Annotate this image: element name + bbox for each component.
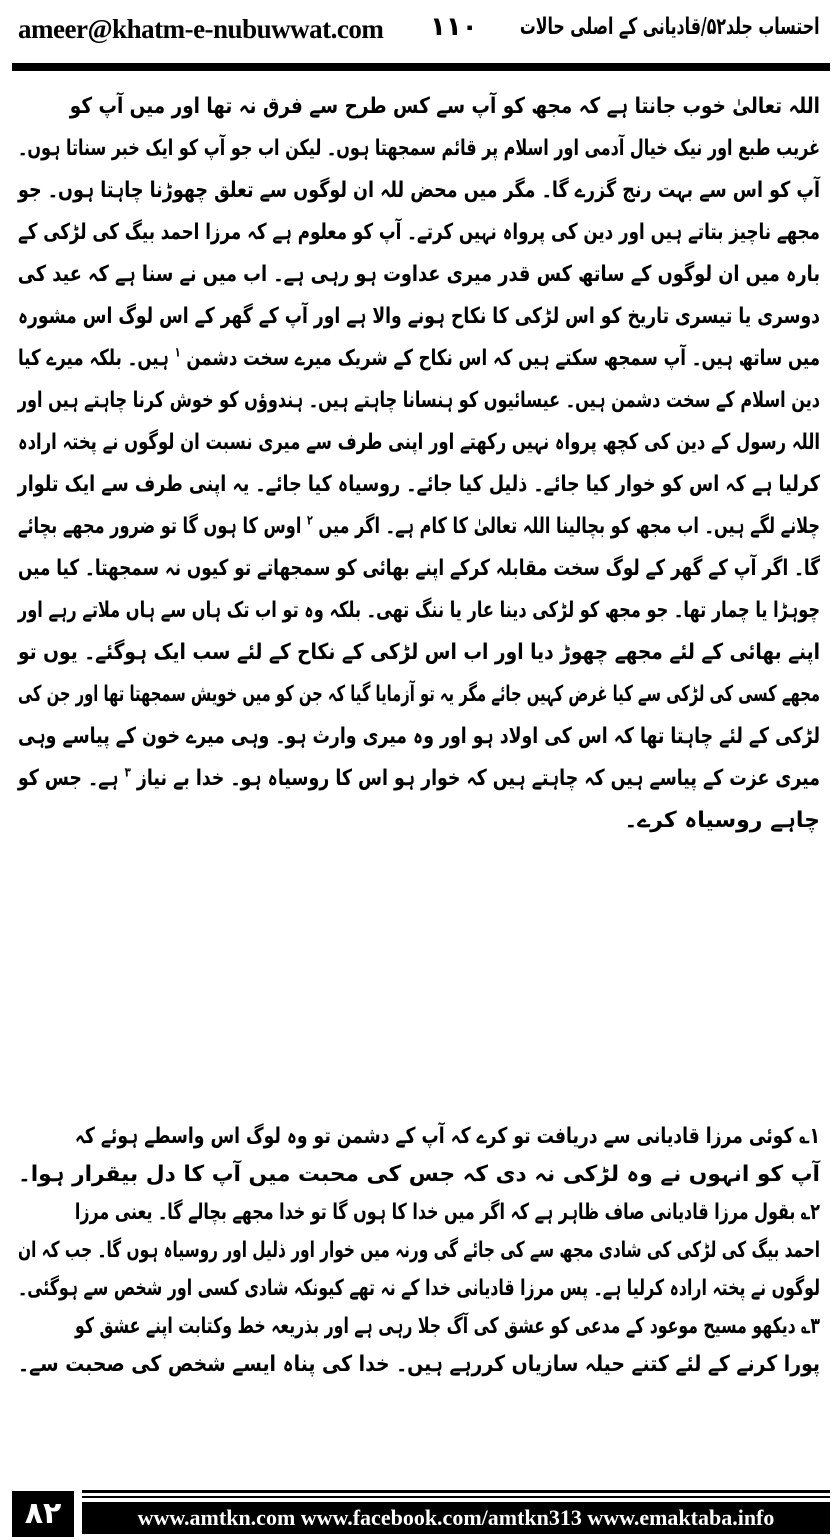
footnote-line: آپ کو انہوں نے وہ لڑکی نہ دی کہ جس کی محبت میں آپ کا دل بیقرار ہوا۔ — [17, 1162, 821, 1187]
footer-page-number: ۸۲ — [12, 1491, 74, 1537]
footnote-line: احمد بیگ کی لڑکی کی شادی مجھ سے کی جائے گی ورنہ میں خوار اور ذلیل اور روسیاہ ہوں گا۔ جب کہ ان — [18, 1238, 820, 1263]
footnote-line: پورا کرنے کے لئے کتنے حیلہ سازیاں کررہے ہیں۔ خدا کی پناہ ایسے شخص کی صحبت سے۔ — [18, 1352, 821, 1377]
text-segment: اوس کا ہوں گا تو ضرور مجھے بچائے — [18, 514, 302, 539]
body-line: دوسری یا تیسری تاریخ کو اس لڑکی کا نکاح ہونے والا ہے اور آپ کے گھر کے اس لوگ اس مشورہ — [18, 304, 820, 329]
body-line: مجھے کسی کی لڑکی سے کیا غرض کہیں جائے مگر یہ تو آزمایا گیا کہ جن کو میں خویش سمجھتا تھا اور جن کی — [17, 682, 821, 707]
page-header — [0, 0, 840, 62]
body-line — [18, 762, 820, 796]
footnote-line: ۳؎ دیکھو مسیح موعود کے مدعی کو عشق کی آگ جلا رہی ہے اور بذریعہ خط وکتابت اپنے عشق کو — [75, 1314, 820, 1339]
footer-rule — [82, 1496, 830, 1498]
footnote-marker: ۲ — [306, 513, 313, 529]
body-line: چوہڑا یا چمار تھا۔ جو مجھ کو لڑکی دینا عار یا ننگ تھی۔ بلکہ وہ تو اب تک ہاں سے ہاں ملاتے رہے اور — [17, 598, 821, 623]
body-line: کرلیا ہے کہ اس کو خوار کیا جائے۔ ذلیل کیا جائے۔ روسیاہ کیا جائے۔ یہ اپنی طرف سے ایک تلوار — [17, 472, 820, 497]
header-divider — [12, 63, 830, 71]
body-line: آپ کو اس سے بہت رنج گزرے گا۔ مگر میں محض للہ ان لوگوں سے تعلق چھوڑنا چاہتا ہوں۔ جو — [18, 178, 820, 203]
text-segment: ہیں۔ بلکہ میرے کیا — [18, 346, 169, 371]
text-segment: میری عزت کے پیاسے ہیں کہ چاہتے ہیں کہ خوار ہو اس کا روسیاہ ہو۔ خدا بے نیاز — [136, 766, 820, 791]
header-page-number: ۱۱۰ — [430, 12, 478, 42]
footnote-marker: ۳ — [124, 765, 131, 781]
body-line: بارہ میں ان لوگوں کے ساتھ کس قدر میری عداوت ہو رہی ہے۔ اب میں نے سنا ہے کہ عید کی — [17, 262, 820, 287]
footer-links: www.amtkn.com www.facebook.com/amtkn313 www.emaktaba.info — [82, 1502, 830, 1534]
body-line: چاہے روسیاہ کرے۔ — [624, 808, 820, 833]
footnote-marker: ۱ — [174, 345, 181, 361]
body-line — [18, 342, 820, 376]
footnote-line: لوگوں نے پختہ ارادہ کرلیا ہے۔ پس مرزا قادیانی خدا کے نہ تھے کیونکہ شادی کسی اور شخص سے ہوگئی۔ — [18, 1276, 820, 1301]
body-line: لڑکی کے لئے چاہتا تھا کہ اس کی اولاد ہو اور وہ میری وارث ہو۔ وہی میرے خون کے پیاسے وہی — [18, 724, 820, 749]
body-line: اللہ رسول کے دین کی کچھ پرواہ نہیں رکھتے اور اپنی طرف سے میری نسبت ان لوگوں نے پختہ ارادہ — [18, 430, 820, 455]
body-line: مجھے ناچیز بتاتے ہیں اور دین کی پرواہ نہیں کرتے۔ آپ کو معلوم ہے کہ مرزا احمد بیگ کی لڑکی کے — [18, 220, 820, 245]
header-email: ameer@khatm-e-nubuwwat.com — [18, 14, 384, 44]
body-line: اللہ تعالیٰ خوب جانتا ہے کہ مجھ کو آپ سے کس طرح سے فرق نہ تھا اور میں آپ کو — [69, 94, 821, 119]
body-line: دین اسلام کے سخت دشمن ہیں۔ عیسائیوں کو ہنسانا چاہتے ہیں۔ ہندوؤں کو خوش کرنا چاہتے ہیں اور — [17, 388, 821, 413]
text-segment: میں ساتھ ہیں۔ آپ سمجھ سکتے ہیں کہ اس نکاح کے شریک میرے سخت دشمن — [186, 346, 820, 371]
footnote-line: ۲؎ بقول مرزا قادیانی صاف ظاہر ہے کہ اگر میں خدا کا ہوں گا تو خدا مجھے بچالے گا۔ یعنی مرزا — [74, 1200, 820, 1225]
footer-rule — [82, 1490, 830, 1493]
body-line — [18, 510, 820, 544]
text-segment: چلانے لگے ہیں۔ اب مجھ کو بچالینا اللہ تعالیٰ کا کام ہے۔ اگر میں — [318, 514, 821, 539]
body-line: گا۔ اگر آپ کے گھر کے لوگ سخت مقابلہ کرکے اپنے بھائی کو سمجھاتے تو کیوں نہ سمجھتا۔ کیا میں — [18, 556, 820, 581]
text-segment: ہے۔ جس کو — [17, 766, 119, 791]
header-book-title: احتساب جلد۵۲/قادیانی کے اصلی حالات — [520, 14, 820, 40]
footnote-line: ۱؎ کوئی مرزا قادیانی سے دریافت تو کرے کہ آپ کے دشمن تو وہ لوگ اس واسطے ہوئے کہ — [74, 1124, 820, 1149]
body-line: اپنے بھائی کے لئے مجھے چھوڑ دیا اور اب اس لڑکی کے نکاح کے لئے سب ایک ہوگئے۔ یوں تو — [18, 640, 820, 665]
body-line: غریب طبع اور نیک خیال آدمی اور اسلام پر قائم سمجھتا ہوں۔ لیکن اب جو آپ کو ایک خبر سناتا ہوں۔ — [17, 136, 821, 161]
